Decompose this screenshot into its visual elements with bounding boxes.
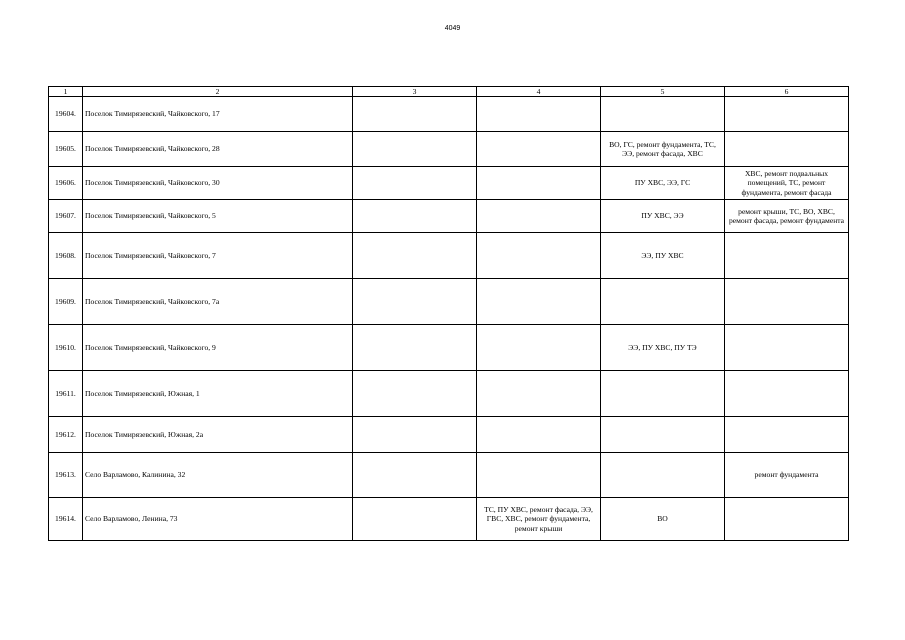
row-col4 bbox=[477, 167, 601, 200]
table-row bbox=[49, 132, 849, 167]
row-number: 19606. bbox=[49, 167, 83, 200]
row-col5: ПУ ХВС, ЭЭ, ГС bbox=[601, 167, 725, 200]
row-address: Поселок Тимирязевский, Южная, 2а bbox=[83, 417, 353, 453]
table-row bbox=[49, 200, 849, 233]
row-number: 19611. bbox=[49, 371, 83, 417]
table-row bbox=[49, 417, 849, 453]
page-number: 4049 bbox=[444, 25, 461, 32]
row-number: 19609. bbox=[49, 279, 83, 325]
row-col3 bbox=[353, 498, 477, 541]
row-col5: ВО, ГС, ремонт фундамента, ТС, ЭЭ, ремонт фасада, ХВС bbox=[601, 132, 725, 167]
table-row bbox=[49, 233, 849, 279]
row-col6 bbox=[725, 371, 849, 417]
row-col4 bbox=[477, 417, 601, 453]
row-col5: ПУ ХВС, ЭЭ bbox=[601, 200, 725, 233]
row-col3 bbox=[353, 325, 477, 371]
row-col6 bbox=[725, 132, 849, 167]
table-row bbox=[49, 371, 849, 417]
header-cell: 1 bbox=[49, 87, 83, 97]
row-col6: ХВС, ремонт подвальных помещений, ТС, ремонт фундамента, ремонт фасада bbox=[725, 167, 849, 200]
row-col4 bbox=[477, 371, 601, 417]
row-address: Село Варламово, Ленина, 73 bbox=[83, 498, 353, 541]
row-col4: ТС, ПУ ХВС, ремонт фасада, ЭЭ, ГВС, ХВС, ремонт фундамента, ремонт крыши bbox=[477, 498, 601, 541]
header-cell: 2 bbox=[83, 87, 353, 97]
row-col3 bbox=[353, 279, 477, 325]
row-number: 19604. bbox=[49, 97, 83, 132]
row-col4 bbox=[477, 200, 601, 233]
row-col5 bbox=[601, 371, 725, 417]
row-col4 bbox=[477, 233, 601, 279]
row-number: 19608. bbox=[49, 233, 83, 279]
row-number: 19605. bbox=[49, 132, 83, 167]
row-col6: ремонт крыши, ТС, ВО, ХВС, ремонт фасада, ремонт фундамента bbox=[725, 200, 849, 233]
row-col4 bbox=[477, 453, 601, 498]
row-address: Поселок Тимирязевский, Чайковского, 5 bbox=[83, 200, 353, 233]
row-col5: ЭЭ, ПУ ХВС, ПУ ТЭ bbox=[601, 325, 725, 371]
header-cell: 4 bbox=[477, 87, 601, 97]
row-number: 19613. bbox=[49, 453, 83, 498]
header-cell: 5 bbox=[601, 87, 725, 97]
row-col5: ЭЭ, ПУ ХВС bbox=[601, 233, 725, 279]
row-col5: ВО bbox=[601, 498, 725, 541]
row-col3 bbox=[353, 371, 477, 417]
row-col3 bbox=[353, 97, 477, 132]
row-address: Поселок Тимирязевский, Чайковского, 30 bbox=[83, 167, 353, 200]
row-col4 bbox=[477, 132, 601, 167]
row-col3 bbox=[353, 417, 477, 453]
row-col6 bbox=[725, 325, 849, 371]
table-row bbox=[49, 279, 849, 325]
row-number: 19607. bbox=[49, 200, 83, 233]
row-col3 bbox=[353, 200, 477, 233]
row-address: Поселок Тимирязевский, Чайковского, 7 bbox=[83, 233, 353, 279]
row-col6: ремонт фундамента bbox=[725, 453, 849, 498]
row-address: Село Варламово, Калинина, 32 bbox=[83, 453, 353, 498]
table-row bbox=[49, 498, 849, 541]
row-col4 bbox=[477, 279, 601, 325]
table-row bbox=[49, 167, 849, 200]
row-col6 bbox=[725, 233, 849, 279]
row-col6 bbox=[725, 97, 849, 132]
row-address: Поселок Тимирязевский, Чайковского, 28 bbox=[83, 132, 353, 167]
row-col5 bbox=[601, 279, 725, 325]
table-header-row bbox=[49, 87, 849, 97]
row-col5 bbox=[601, 97, 725, 132]
register-table bbox=[48, 86, 849, 541]
table-row bbox=[49, 97, 849, 132]
header-cell: 3 bbox=[353, 87, 477, 97]
row-col3 bbox=[353, 132, 477, 167]
row-col4 bbox=[477, 97, 601, 132]
row-address: Поселок Тимирязевский, Чайковского, 7а bbox=[83, 279, 353, 325]
row-col3 bbox=[353, 167, 477, 200]
row-col6 bbox=[725, 417, 849, 453]
table-row bbox=[49, 453, 849, 498]
header-cell: 6 bbox=[725, 87, 849, 97]
table-row bbox=[49, 325, 849, 371]
row-number: 19610. bbox=[49, 325, 83, 371]
row-col3 bbox=[353, 233, 477, 279]
row-col5 bbox=[601, 453, 725, 498]
row-col6 bbox=[725, 498, 849, 541]
row-number: 19614. bbox=[49, 498, 83, 541]
row-address: Поселок Тимирязевский, Южная, 1 bbox=[83, 371, 353, 417]
row-address: Поселок Тимирязевский, Чайковского, 17 bbox=[83, 97, 353, 132]
row-col3 bbox=[353, 453, 477, 498]
row-number: 19612. bbox=[49, 417, 83, 453]
row-col4 bbox=[477, 325, 601, 371]
row-col5 bbox=[601, 417, 725, 453]
row-col6 bbox=[725, 279, 849, 325]
row-address: Поселок Тимирязевский, Чайковского, 9 bbox=[83, 325, 353, 371]
